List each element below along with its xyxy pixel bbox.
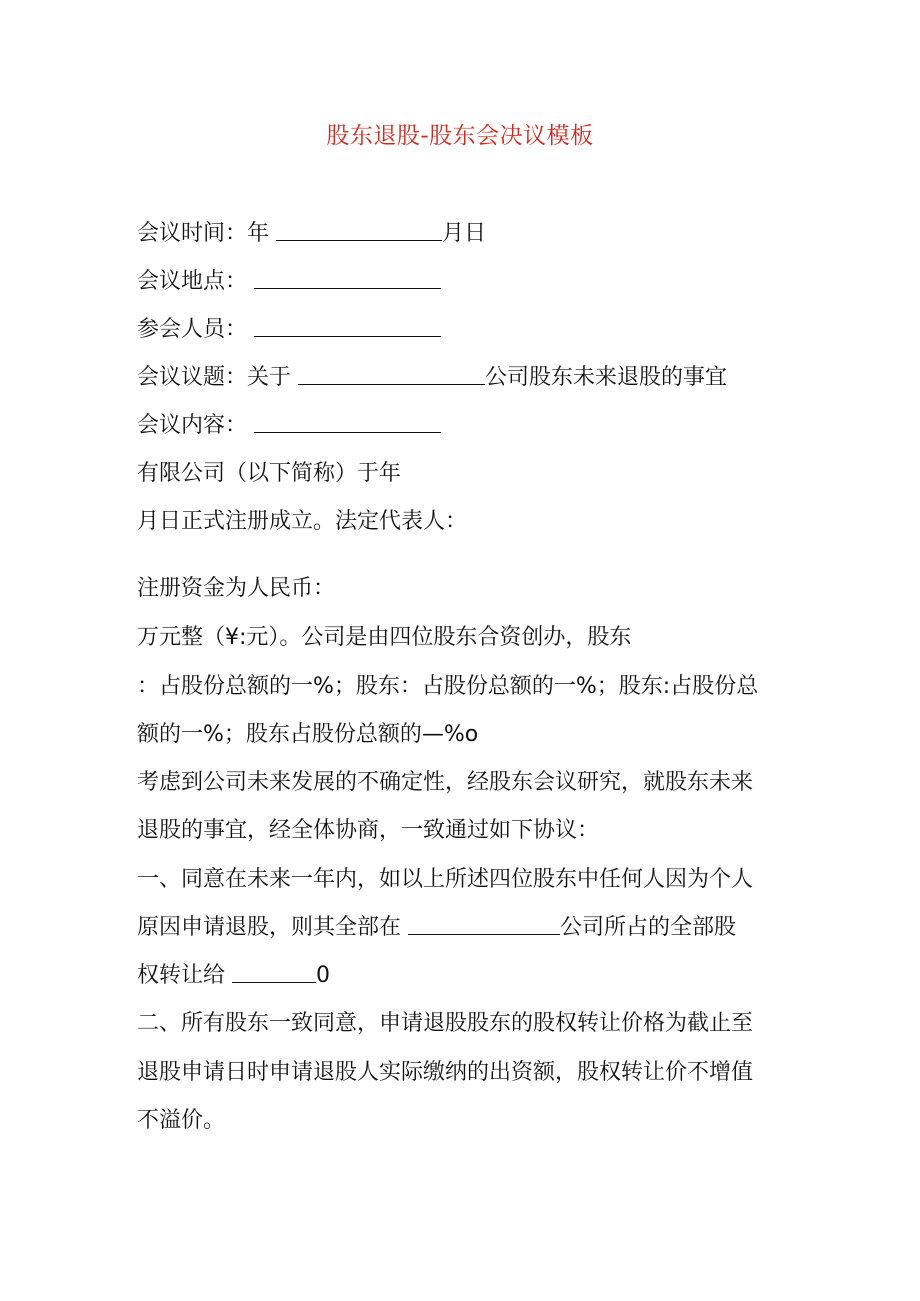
meeting-location-label: 会议地点： [137,269,254,294]
attendees-line [137,314,441,346]
blank-line [276,218,442,241]
body-line: 一、同意在未来一年内，如以上所述四位股东中任何人因为个人 [137,867,754,892]
blank-line [254,410,441,433]
meeting-content-label: 会议内容： [137,413,254,438]
blank-line [408,912,560,935]
attendees-label: 参会人员： [137,317,254,342]
meeting-location-line [137,266,441,298]
meeting-time-label: 会议时间：年 [137,221,276,246]
body-text: 公司所占的全部股 [560,915,737,940]
meeting-time-line [137,218,486,250]
body-line: ：占股份总额的一%；股东：占股份总额的一%；股东:占股份总 [137,674,759,699]
blank-line [254,314,441,337]
body-line: 有限公司（以下简称）于年 [137,461,402,486]
meeting-topic-line [137,362,727,394]
body-line: 额的一%；股东占股份总额的—%o [137,722,479,747]
blank-line [298,362,485,385]
meeting-content-line [137,410,441,442]
body-line: 不溢价。 [137,1108,226,1133]
meeting-time-suffix: 月日 [442,221,487,246]
body-text: 原因申请退股，则其全部在 [137,915,408,940]
blank-line [232,960,316,983]
blank-line [254,266,441,289]
meeting-topic-suffix: 公司股东未来退股的事宜 [485,365,728,390]
body-line [137,960,330,992]
body-text: 权转让给 [137,963,232,988]
body-text: 0 [316,963,330,988]
meeting-topic-label: 会议议题：关于 [137,365,298,390]
body-line: 考虑到公司未来发展的不确定性，经股东会议研究，就股东未来 [137,770,754,795]
body-line: 退股的事宜，经全体协商，一致通过如下协议： [137,818,600,843]
document-title: 股东退股-股东会决议模板 [326,123,594,149]
body-line: 万元整（¥:元）。公司是由四位股东合资创办，股东 [137,625,632,650]
body-line: 注册资金为人民币： [137,576,336,601]
body-line: 退股申请日时申请退股人实际缴纳的出资额，股权转让价不增值 [137,1060,754,1085]
body-line: 二、所有股东一致同意，申请退股股东的股权转让价格为截止至 [137,1011,754,1036]
body-line: 月日正式注册成立。法定代表人： [137,509,468,534]
body-line [137,912,736,944]
